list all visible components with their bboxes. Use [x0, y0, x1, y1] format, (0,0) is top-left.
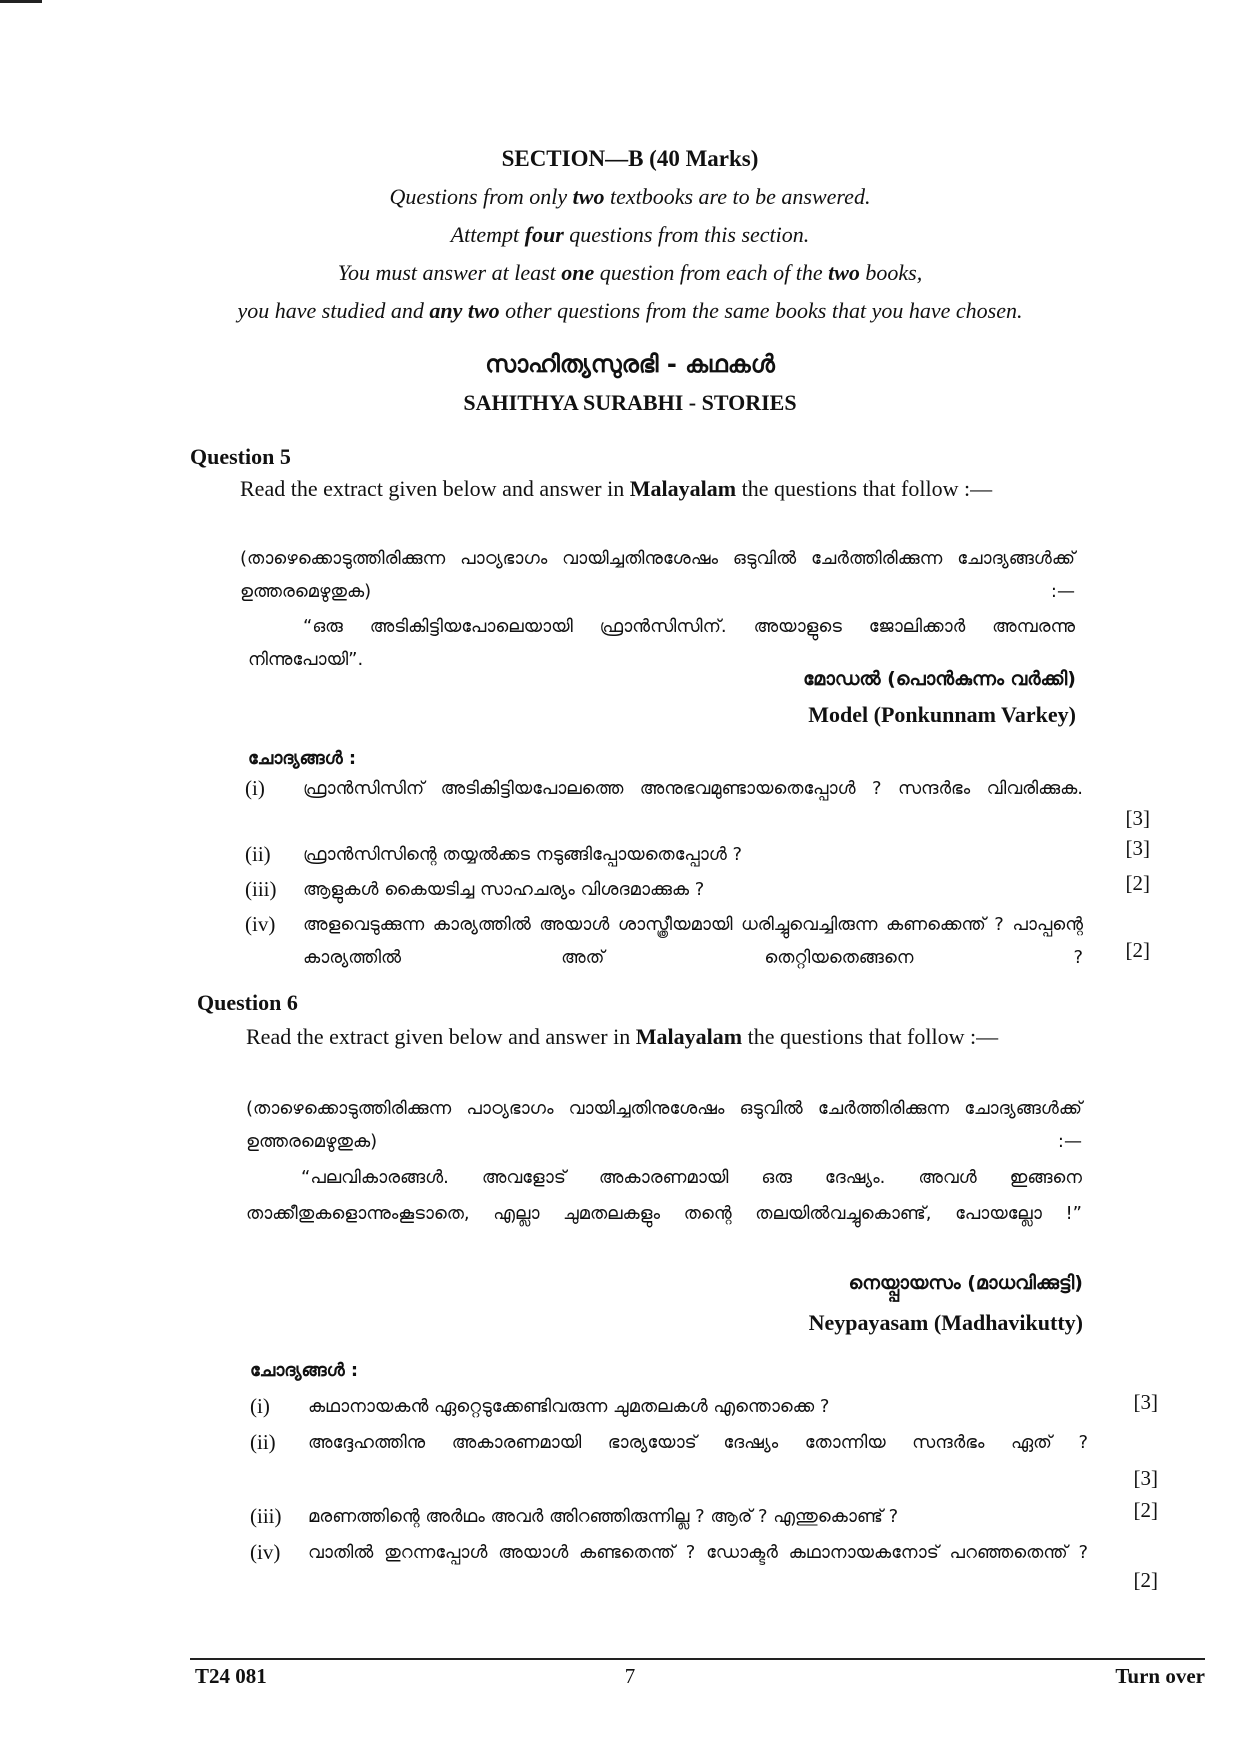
instruction-line-4: you have studied and any two other questions from the same books that you have chosen. — [237, 298, 1023, 323]
question-5-item — [245, 838, 1150, 871]
question-5-heading: Question 5 — [190, 444, 291, 469]
item-marks: [2] — [1133, 1568, 1158, 1592]
question-6-item — [250, 1536, 1158, 1602]
paper-code: T24 081 — [195, 1664, 267, 1688]
item-number: (iv) — [250, 1540, 281, 1564]
question-5-questions-label: ചോദ്യങ്ങൾ : — [248, 748, 357, 769]
item-text: വാതിൽ തുറന്നപ്പോൾ അയാൾ കണ്ടതെന്ത് ? ഡോക്ടർ കഥാനായകനോട് പറഞ്ഞതെന്ത് ? — [308, 1542, 1088, 1563]
item-marks: [3] — [1133, 1390, 1158, 1414]
item-text: ഫ്രാൻസിസിന്റെ തയ്യൽക്കട നടുങ്ങിപ്പോയതെപ്പോൾ ? — [303, 844, 743, 865]
item-number: (iii) — [250, 1504, 282, 1528]
scan-corner-mark — [0, 0, 42, 3]
question-6-source-malayalam: നെയ്പ്പായസം (മാധവിക്കുട്ടി) — [848, 1272, 1083, 1294]
question-6-item — [250, 1500, 1158, 1533]
question-6-questions-label: ചോദ്യങ്ങൾ : — [250, 1360, 359, 1381]
question-5-source-malayalam: മോഡൽ (പൊൻകുന്നം വർക്കി) — [803, 668, 1076, 690]
item-marks: [3] — [1133, 1466, 1158, 1490]
instruction-line-3: You must answer at least one question from each of the two books, — [337, 260, 923, 285]
item-marks: [2] — [1125, 871, 1150, 895]
book-title-english: SAHITHYA SURABHI - STORIES — [463, 390, 797, 415]
item-marks: [2] — [1125, 938, 1150, 962]
turn-over-note: Turn over — [1115, 1664, 1205, 1688]
item-text: അളവെടുക്കുന്ന കാര്യത്തിൽ അയാൾ ശാസ്ത്രീയമായി ധരിച്ചുവെച്ചിരുന്ന കണക്കെന്ത് ? പാപ്പന്റെ കാര്യത്തിൽ അത് തെറ്റിയതെങ്ങനെ ? — [303, 914, 1083, 968]
question-6-heading: Question 6 — [197, 990, 298, 1015]
item-number: (ii) — [250, 1430, 276, 1454]
item-marks: [3] — [1125, 806, 1150, 830]
item-text: മരണത്തിന്റെ അർഥം അവർ അിറഞ്ഞിരുന്നില്ല ? ആര് ? എന്തുകൊണ്ട് ? — [308, 1506, 899, 1527]
question-6-source-english: Neypayasam (Madhavikutty) — [808, 1310, 1083, 1335]
item-number: (i) — [245, 776, 265, 800]
question-5-item — [245, 772, 1150, 838]
question-5-instruction: Read the extract given below and answer in Malayalam the questions that follow :— — [240, 476, 993, 501]
question-5-source-english: Model (Ponkunnam Varkey) — [808, 702, 1076, 727]
item-text: ഫ്രാൻസിസിന് അടികിട്ടിയപോലത്തെ അനുഭവമുണ്ടായതെപ്പോൾ ? സന്ദർഭം വിവരിക്കുക. — [303, 778, 1083, 799]
item-text: കഥാനായകൻ ഏറ്റെടുക്കേണ്ടിവരുന്ന ചുമതലകൾ എന്തൊക്കെ ? — [308, 1396, 830, 1417]
book-title-malayalam: സാഹിത്യസുരഭി - കഥകൾ — [485, 350, 775, 378]
instruction-line-2: Attempt four questions from this section. — [450, 222, 810, 247]
item-number: (i) — [250, 1394, 270, 1418]
item-marks: [3] — [1125, 836, 1150, 860]
item-text: ആളുകൾ കൈയടിച്ച സാഹചര്യം വിശദമാക്കുക ? — [303, 879, 705, 900]
question-6-item — [250, 1426, 1158, 1492]
instruction-line-1: Questions from only two textbooks are to be answered. — [389, 184, 871, 209]
question-6-item — [250, 1390, 1158, 1423]
item-marks: [2] — [1133, 1498, 1158, 1522]
question-6-extract: “പലവികാരങ്ങൾ. അവളോട് അകാരണമായി ഒരു ദേഷ്യം. അവൾ ഇങ്ങനെ താക്കീതുകളൊന്നുംകൂടാതെ, എല്ലാ ചുമതലകളും തന്റെ തലയിൽവച്ചുകൊണ്ട്, പോയല്ലോ !” — [246, 1167, 1082, 1224]
section-title: SECTION—B (40 Marks) — [501, 146, 759, 171]
question-5-item — [245, 908, 1150, 974]
question-5-extract: “ഒരു അടികിട്ടിയപോലെയായി ഫ്രാൻസിസിന്. അയാളുടെ ജോലിക്കാർ അമ്പരന്നു നിന്നുപോയി”. — [248, 616, 1075, 670]
item-text: അദ്ദേഹത്തിനു അകാരണമായി ഭാര്യയോട് ദേഷ്യം തോന്നിയ സന്ദർഭം ഏത് ? — [308, 1432, 1088, 1453]
question-6-instruction: Read the extract given below and answer in Malayalam the questions that follow :— — [246, 1024, 999, 1049]
item-number: (iv) — [245, 912, 276, 936]
question-5-instruction-malayalam: (താഴെക്കൊടുത്തിരിക്കുന്ന പാഠ്യഭാഗം വായിച്ചതിനുശേഷം ഒടുവിൽ ചേർത്തിരിക്കുന്ന ചോദ്യങ്ങൾക്ക് ഉത്തരമെഴുതുക) :— — [240, 548, 1075, 602]
question-6-instruction-malayalam: (താഴെക്കൊടുത്തിരിക്കുന്ന പാഠ്യഭാഗം വായിച്ചതിനുശേഷം ഒടുവിൽ ചേർത്തിരിക്കുന്ന ചോദ്യങ്ങൾക്ക് ഉത്തരമെഴുതുക) :— — [246, 1098, 1082, 1152]
page-number: 7 — [624, 1664, 636, 1688]
item-number: (iii) — [245, 877, 277, 901]
question-5-item — [245, 873, 1150, 906]
footer-divider — [190, 1658, 1205, 1660]
item-number: (ii) — [245, 842, 271, 866]
